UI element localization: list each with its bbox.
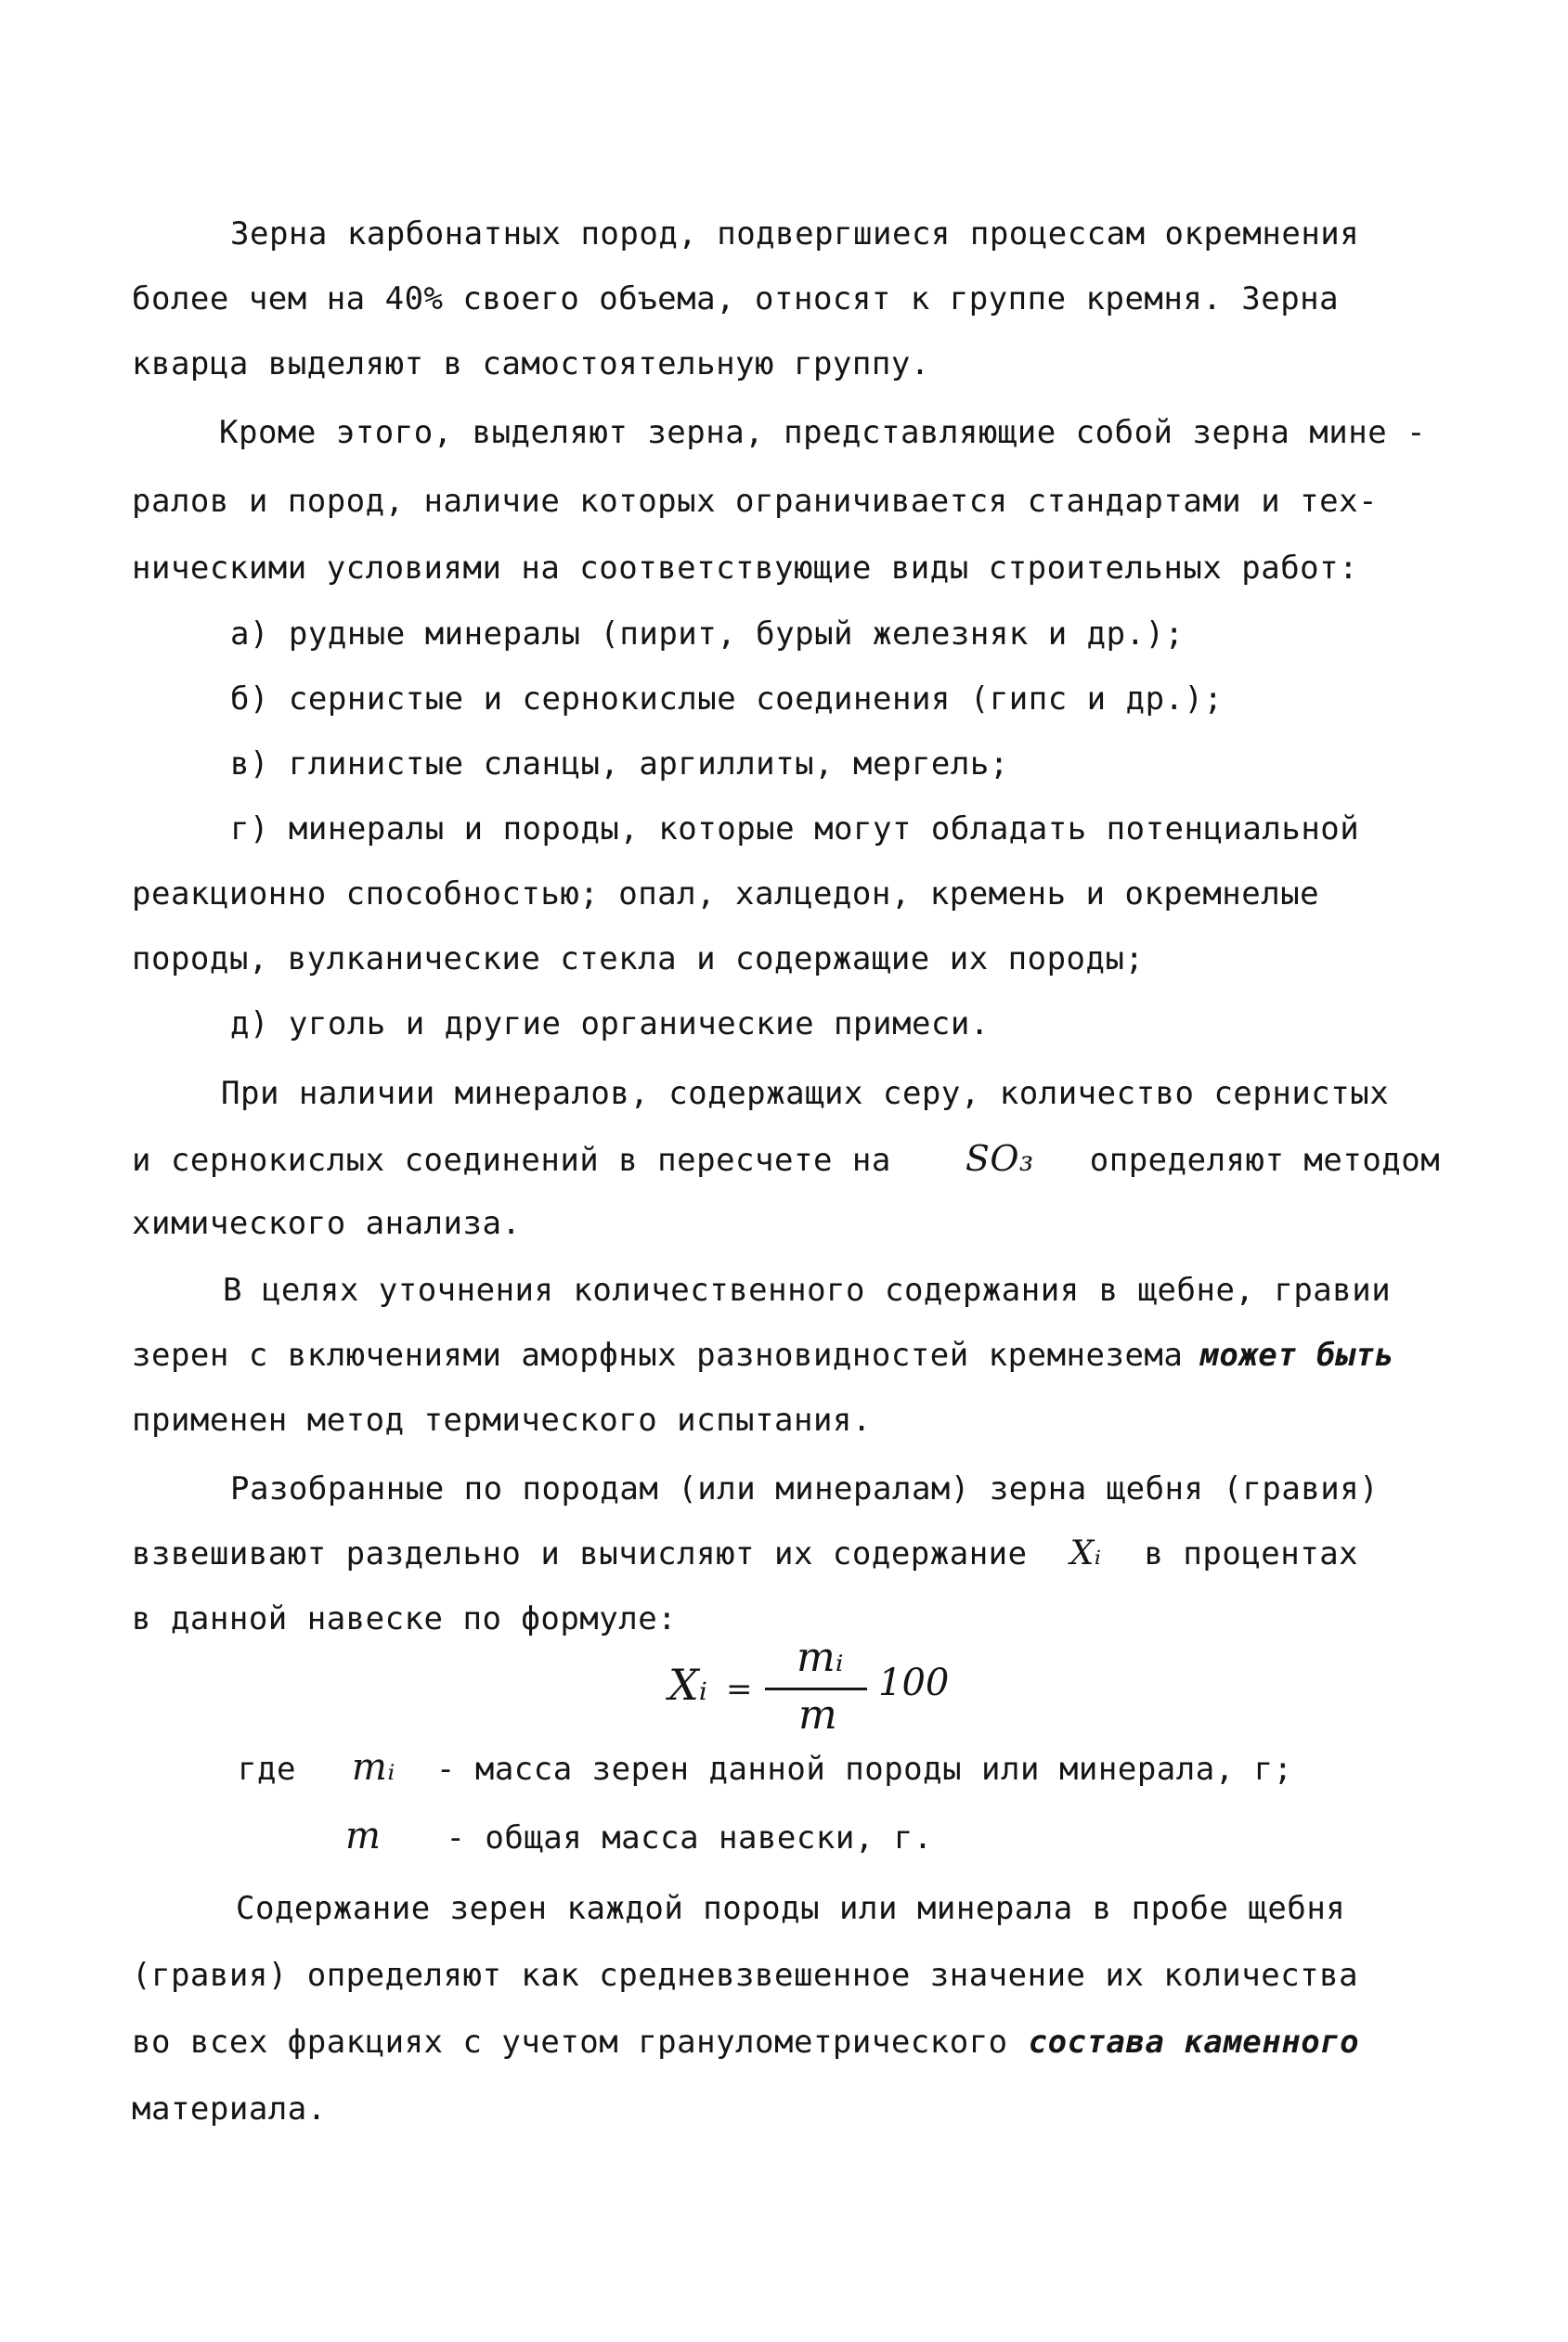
paragraph-line: химического анализа. — [132, 1205, 522, 1242]
legend-line — [345, 1815, 1568, 1857]
formula-multiplier: 100 — [878, 1662, 950, 1704]
mi-symbol: mᵢ — [351, 1746, 395, 1789]
paragraph-line: ралов и пород, наличие которых ограничивается стандартами и тех- — [132, 483, 1379, 520]
list-item: б) сернистые и сернокислые соединения (гипс и др.); — [230, 680, 1224, 718]
paragraph-line: Разобранные по породам (или минералам) зерна щебня (гравия) — [230, 1470, 1380, 1507]
list-item-continuation: реакционно способностью; опал, халцедон, кремень и окремнелые — [132, 875, 1320, 912]
paragraph-line: применен метод термического испытания. — [132, 1402, 872, 1439]
paragraph-line: В целях уточнения количественного содержания в щебне, гравии — [223, 1272, 1392, 1309]
list-item: д) уголь и другие органические примеси. — [230, 1005, 990, 1042]
handwritten-insert: может быть — [1199, 1337, 1395, 1374]
paragraph-line — [132, 1337, 1450, 1374]
paragraph-line: (гравия) определяют как средневзвешенное значение их количества — [132, 1957, 1359, 1994]
formula-lhs: Xᵢ — [668, 1660, 708, 1710]
line-text: в процентах — [1144, 1535, 1359, 1572]
formula-equals: = — [726, 1671, 753, 1708]
handwritten-insert: состава каменного — [1028, 2024, 1360, 2061]
xi-symbol: Xᵢ — [1069, 1534, 1102, 1572]
line-text: где — [238, 1751, 296, 1788]
list-item-continuation: породы, вулканические стекла и содержащие их породы; — [132, 940, 1145, 977]
paragraph-line: Зерна карбонатных пород, подвергшиеся процессам окремнения — [230, 215, 1360, 252]
line-text: и сернокислых соединений в пересчете на — [132, 1142, 891, 1179]
paragraph-line: более чем на 40% своего объема, относят к группе кремня. Зерна — [132, 280, 1340, 317]
percentage-formula — [668, 1634, 965, 1745]
line-text: - общая масса навески, г. — [446, 1819, 933, 1857]
paragraph-line: материала. — [132, 2090, 327, 2128]
paragraph-line: При наличии минералов, содержащих серу, количество сернистых — [221, 1075, 1390, 1112]
line-text: - масса зерен данной породы или минерала, г; — [435, 1751, 1293, 1788]
paragraph-line: ническими условиями на соответствующие виды строительных работ: — [132, 550, 1359, 587]
list-item: а) рудные минералы (пирит, бурый железняк и др.); — [230, 615, 1185, 653]
paragraph-line: кварца выделяют в самостоятельную группу. — [132, 345, 930, 382]
paragraph-line — [132, 1535, 1450, 1572]
list-item: г) минералы и породы, которые могут обладать потенциальной — [230, 810, 1360, 848]
formula-denominator: m — [798, 1691, 837, 1739]
m-symbol: m — [345, 1815, 382, 1857]
paragraph-line: Содержание зерен каждой породы или минерала в пробе щебня — [236, 1890, 1346, 1927]
paragraph-line — [132, 2024, 1450, 2061]
line-text: определяют методом — [1089, 1142, 1441, 1179]
paragraph-line: Кроме этого, выделяют зерна, представляющие собой зерна мине - — [219, 414, 1427, 451]
fraction-bar — [765, 1688, 867, 1690]
paragraph-line: в данной навеске по формуле: — [132, 1600, 678, 1637]
formula-numerator: mᵢ — [797, 1634, 844, 1681]
legend-line — [238, 1746, 1556, 1789]
line-text: взвешивают раздельно и вычисляют их содержание — [132, 1535, 1028, 1572]
paragraph-line — [132, 1140, 1450, 1179]
list-item: в) глинистые сланцы, аргиллиты, мергель; — [230, 745, 1009, 783]
line-text: зерен с включениями аморфных разновидностей кремнезема — [132, 1337, 1184, 1374]
so3-symbol: SO₃ — [965, 1138, 1034, 1179]
line-text: во всех фракциях с учетом гранулометрического — [132, 2024, 1008, 2061]
